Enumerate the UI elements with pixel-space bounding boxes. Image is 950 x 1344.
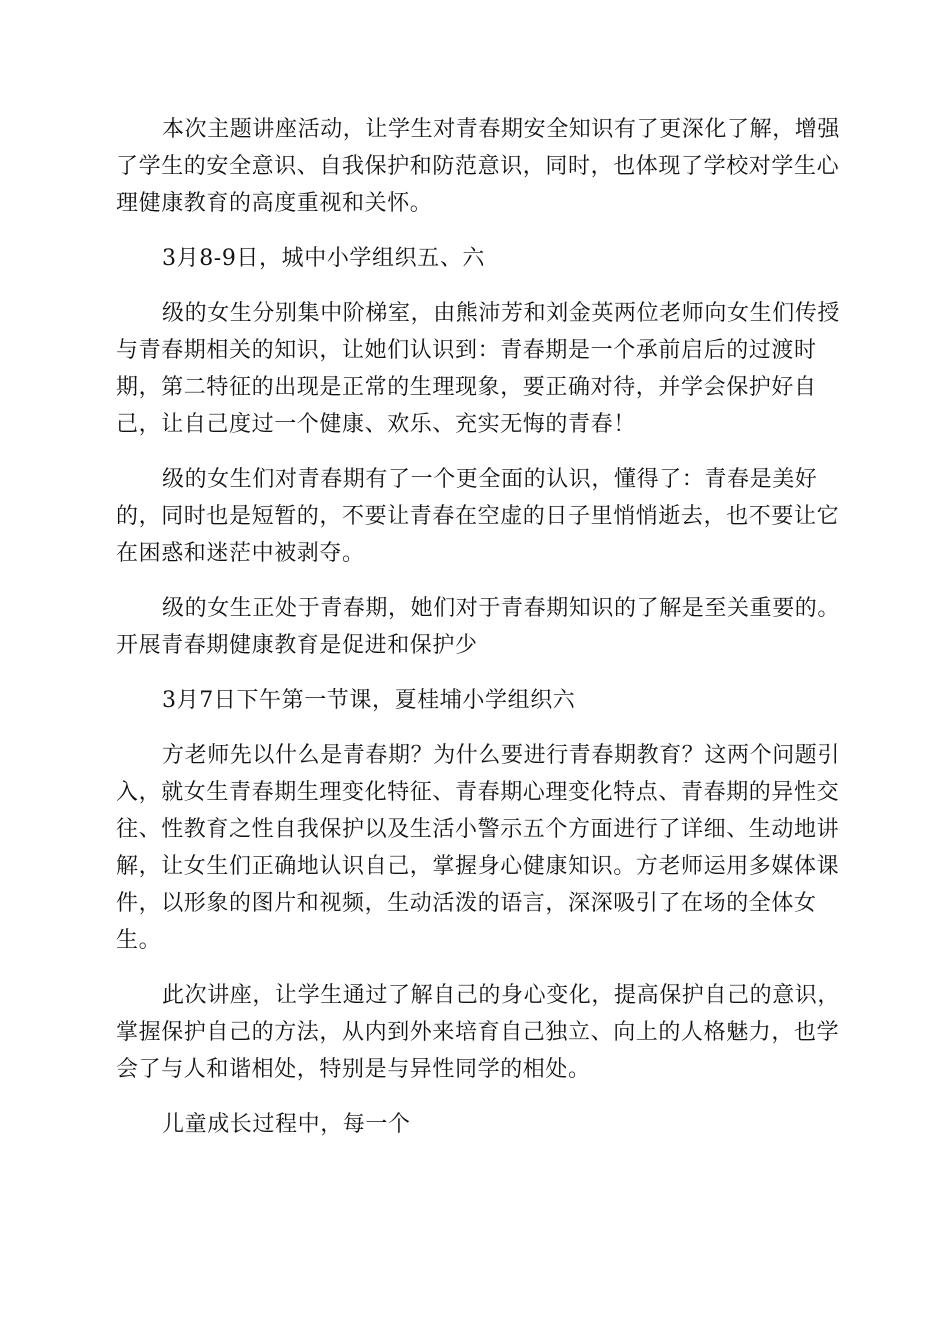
text-line: 在困惑和迷茫中被剥夺。 bbox=[116, 541, 365, 566]
text-line: 生。 bbox=[116, 928, 162, 953]
text-line: 级的女生分别集中阶梯室，由熊沛芳和刘金英两位老师向女生们传授 bbox=[162, 301, 841, 326]
paragraph bbox=[116, 295, 842, 443]
paragraph bbox=[116, 111, 842, 222]
text-line: 本次主题讲座活动，让学生对青春期安全知识有了更深化了解，增强 bbox=[162, 117, 841, 142]
text-line: 了学生的安全意识、自我保护和防范意识，同时，也体现了学校对学生心 bbox=[116, 154, 840, 179]
text-line: 期，第二特征的出现是正常的生理现象，要正确对待，并学会保护好自 bbox=[116, 375, 817, 400]
text-line: 理健康教育的高度重视和关怀。 bbox=[116, 191, 433, 216]
paragraph bbox=[116, 1106, 842, 1143]
text-line: 此次讲座，让学生通过了解自己的身心变化，提高保护自己的意识， bbox=[162, 983, 841, 1008]
paragraph bbox=[116, 737, 842, 959]
paragraph bbox=[116, 590, 842, 664]
text-line: 开展青春期健康教育是促进和保护少 bbox=[116, 633, 478, 658]
text-line: 3月8-9日，城中小学组织五、六 bbox=[162, 246, 486, 271]
paragraph bbox=[116, 461, 842, 572]
text-line: 件，以形象的图片和视频，生动活泼的语言，深深吸引了在场的全体女 bbox=[116, 891, 817, 916]
paragraph bbox=[116, 977, 842, 1088]
text-line: 方老师先以什么是青春期？为什么要进行青春期教育？这两个问题引 bbox=[162, 743, 841, 768]
text-line: 入，就女生青春期生理变化特征、青春期心理变化特点、青春期的异性交 bbox=[116, 780, 840, 805]
text-line: 己，让自己度过一个健康、欢乐、充实无悔的青春！ bbox=[116, 412, 636, 437]
paragraph bbox=[116, 682, 842, 719]
text-line: 往、性教育之性自我保护以及生活小警示五个方面进行了详细、生动地讲 bbox=[116, 817, 840, 842]
document-body bbox=[116, 111, 842, 1161]
text-line: 儿童成长过程中，每一个 bbox=[162, 1112, 411, 1137]
text-line: 掌握保护自己的方法，从内到外来培育自己独立、向上的人格魅力，也学 bbox=[116, 1020, 840, 1045]
text-line: 级的女生们对青春期有了一个更全面的认识，懂得了：青春是美好 bbox=[162, 467, 818, 492]
text-line: 与青春期相关的知识，让她们认识到：青春期是一个承前启后的过渡时 bbox=[116, 338, 817, 363]
text-line: 的，同时也是短暂的，不要让青春在空虚的日子里悄悄逝去，也不要让它 bbox=[116, 504, 840, 529]
text-line: 3月7日下午第一节课，夏桂埔小学组织六 bbox=[162, 688, 576, 713]
text-line: 级的女生正处于青春期，她们对于青春期知识的了解是至关重要的。 bbox=[162, 596, 841, 621]
text-line: 解，让女生们正确地认识自己，掌握身心健康知识。方老师运用多媒体课 bbox=[116, 854, 840, 879]
text-line: 会了与人和谐相处，特别是与异性同学的相处。 bbox=[116, 1057, 591, 1082]
paragraph bbox=[116, 240, 842, 277]
